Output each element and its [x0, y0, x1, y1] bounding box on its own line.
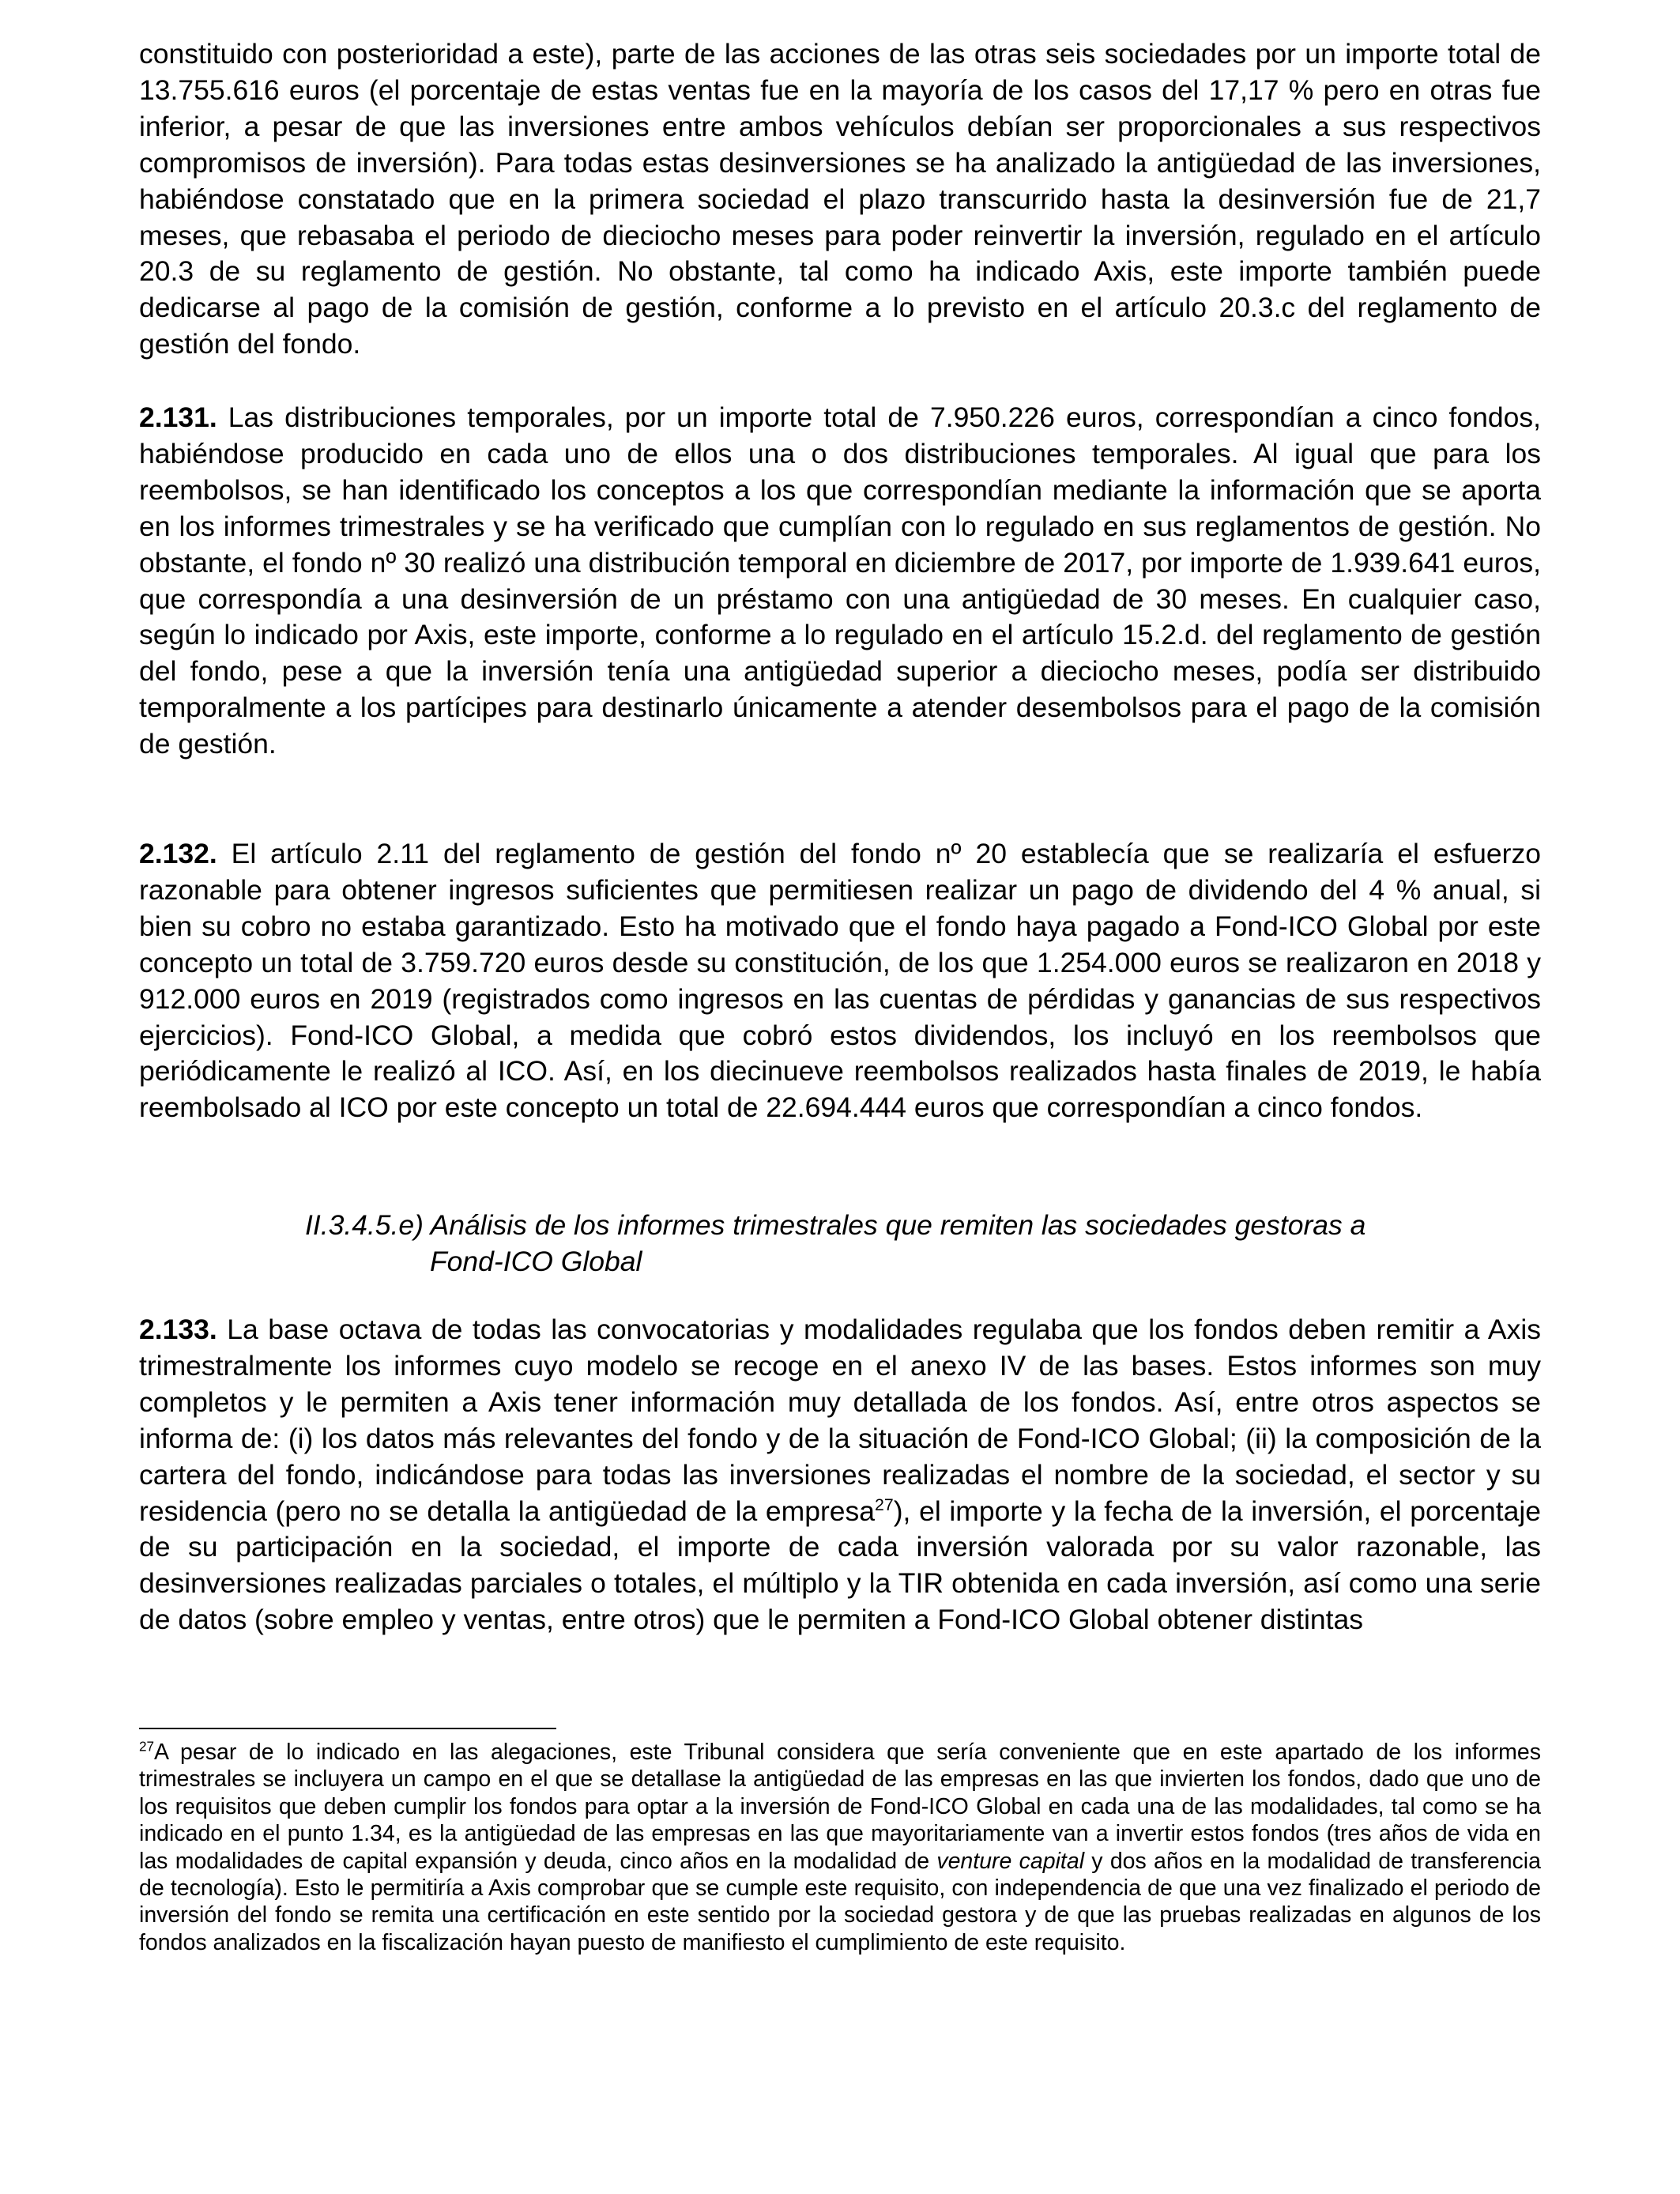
paragraph-text: La base octava de todas las convocatorias y modalidades regulaba que los fondos deben remitir a Axis trimestralmente los informes cuyo modelo se recoge en el anexo IV de las bases. Estos informes son muy completos y le permiten a Axis tener información muy detallada de los fondos. Así, entre otros aspectos se informa de: (i) los datos más relevantes del fondo y de la situación de Fond-ICO Global; (ii) la composición de la cartera del fondo, indicándose para todas las inversiones realizadas el nombre de la sociedad, el sector y su residencia (pero no se detalla la antigüedad de la empresa	[139, 1314, 1541, 1527]
paragraph-text: Las distribuciones temporales, por un importe total de 7.950.226 euros, correspondían a cinco fondos, habiéndose producido en cada uno de ellos una o dos distribuciones temporales. Al igual que para los reembolsos, se han identificado los conceptos a los que correspondían mediante la información que se aporta en los informes trimestrales y se ha verificado que cumplían con lo regulado en sus reglamentos de gestión. No obstante, el fondo nº 30 realizó una distribución temporal en diciembre de 2017, por importe de 1.939.641 euros, que correspondía a una desinversión de un préstamo con una antigüedad de 30 meses. En cualquier caso, según lo indicado por Axis, este importe, conforme a lo regulado en el artículo 15.2.d. del reglamento de gestión del fondo, pese a que la inversión tenía una antigüedad superior a dieciocho meses, podía ser distribuido temporalmente a los partícipes para destinarlo únicamente a atender desembolsos para el pago de la comisión de gestión.	[139, 401, 1541, 760]
paragraph-2-132	[139, 836, 1541, 1126]
paragraph-text: El artículo 2.11 del reglamento de gestión del fondo nº 20 establecía que se realizaría el esfuerzo razonable para obtener ingresos suficientes que permitiesen realizar un pago de dividendo del 4 % anual, si bien su cobro no estaba garantizado. Esto ha motivado que el fondo haya pagado a Fond-ICO Global por este concepto un total de 3.759.720 euros desde su constitución, de los que 1.254.000 euros se realizaron en 2018 y 912.000 euros en 2019 (registrados como ingresos en las cuentas de pérdidas y ganancias de sus respectivos ejercicios). Fond-ICO Global, a medida que cobró estos dividendos, los incluyó en los reembolsos que periódicamente le realizó al ICO. Así, en los diecinueve reembolsos realizados hasta finales de 2019, le había reembolsado al ICO por este concepto un total de 22.694.444 euros que correspondían a cinco fondos.	[139, 838, 1541, 1124]
footnote-27	[139, 1739, 1541, 1956]
footnote-text-continued: y dos años en la modalidad de transferencia de tecnología). Esto le permitiría a Axis comprobar que se cumple este requisito, con independencia de que una vez finalizado el periodo de inversión del fondo se remita una certificación en este sentido por la sociedad gestora y de que las pruebas realizadas en algunos de los fondos analizados en la fiscalización hayan puesto de manifiesto el cumplimiento de este requisito.	[139, 1848, 1541, 1955]
footnote-text: A pesar de lo indicado en las alegaciones, este Tribunal considera que sería conveniente que en este apartado de los informes trimestrales se incluyera un campo en el que se detallase la antigüedad de las empresas en las que invierten los fondos, dado que uno de los requisitos que deben cumplir los fondos para optar a la inversión de Fond-ICO Global en cada una de las modalidades, tal como se ha indicado en el punto 1.34, es la antigüedad de las empresas en las que mayoritariamente van a invertir estos fondos (tres años de vida en las modalidades de capital expansión y deuda, cinco años en la modalidad de	[139, 1740, 1541, 1874]
footnote-separator	[139, 1728, 556, 1729]
paragraph-2-133	[139, 1312, 1541, 1638]
section-heading-line2: Fond-ICO Global	[430, 1245, 642, 1277]
section-heading	[305, 1208, 1544, 1280]
paragraph-intro	[139, 36, 1541, 363]
footnote-reference[interactable]: 27	[875, 1495, 894, 1514]
paragraph-text-continued: ), el importe y la fecha de la inversión, el porcentaje de su participación en la sociedad, el importe de cada inversión valorada por su valor razonable, las desinversiones realizadas parciales o totales, el múltiplo y la TIR obtenida en cada inversión, así como una serie de datos (sobre empleo y ventas, entre otros) que le permiten a Fond-ICO Global obtener distintas	[139, 1495, 1541, 1636]
section-heading-line1: II.3.4.5.e) Análisis de los informes trimestrales que remiten las sociedades gestoras a	[305, 1209, 1366, 1241]
footnote-italic-term: venture capital	[936, 1848, 1085, 1874]
paragraph-number: 2.132.	[139, 838, 217, 869]
paragraph-number: 2.133.	[139, 1314, 217, 1345]
footnote-number: 27	[139, 1739, 155, 1755]
paragraph-2-131	[139, 400, 1541, 763]
paragraph-intro-text: constituido con posterioridad a este), parte de las acciones de las otras seis sociedades por un importe total de 13.755.616 euros (el porcentaje de estas ventas fue en la mayoría de los casos del 17,17 % pero en otras fue inferior, a pesar de que las inversiones entre ambos vehículos debían ser proporcionales a sus respectivos compromisos de inversión). Para todas estas desinversiones se ha analizado la antigüedad de las inversiones, habiéndose constatado que en la primera sociedad el plazo transcurrido hasta la desinversión fue de 21,7 meses, que rebasaba el periodo de dieciocho meses para poder reinvertir la inversión, regulado en el artículo 20.3 de su reglamento de gestión. No obstante, tal como ha indicado Axis, este importe también puede dedicarse al pago de la comisión de gestión, conforme a lo previsto en el artículo 20.3.c del reglamento de gestión del fondo.	[139, 38, 1541, 360]
paragraph-number: 2.131.	[139, 401, 217, 433]
